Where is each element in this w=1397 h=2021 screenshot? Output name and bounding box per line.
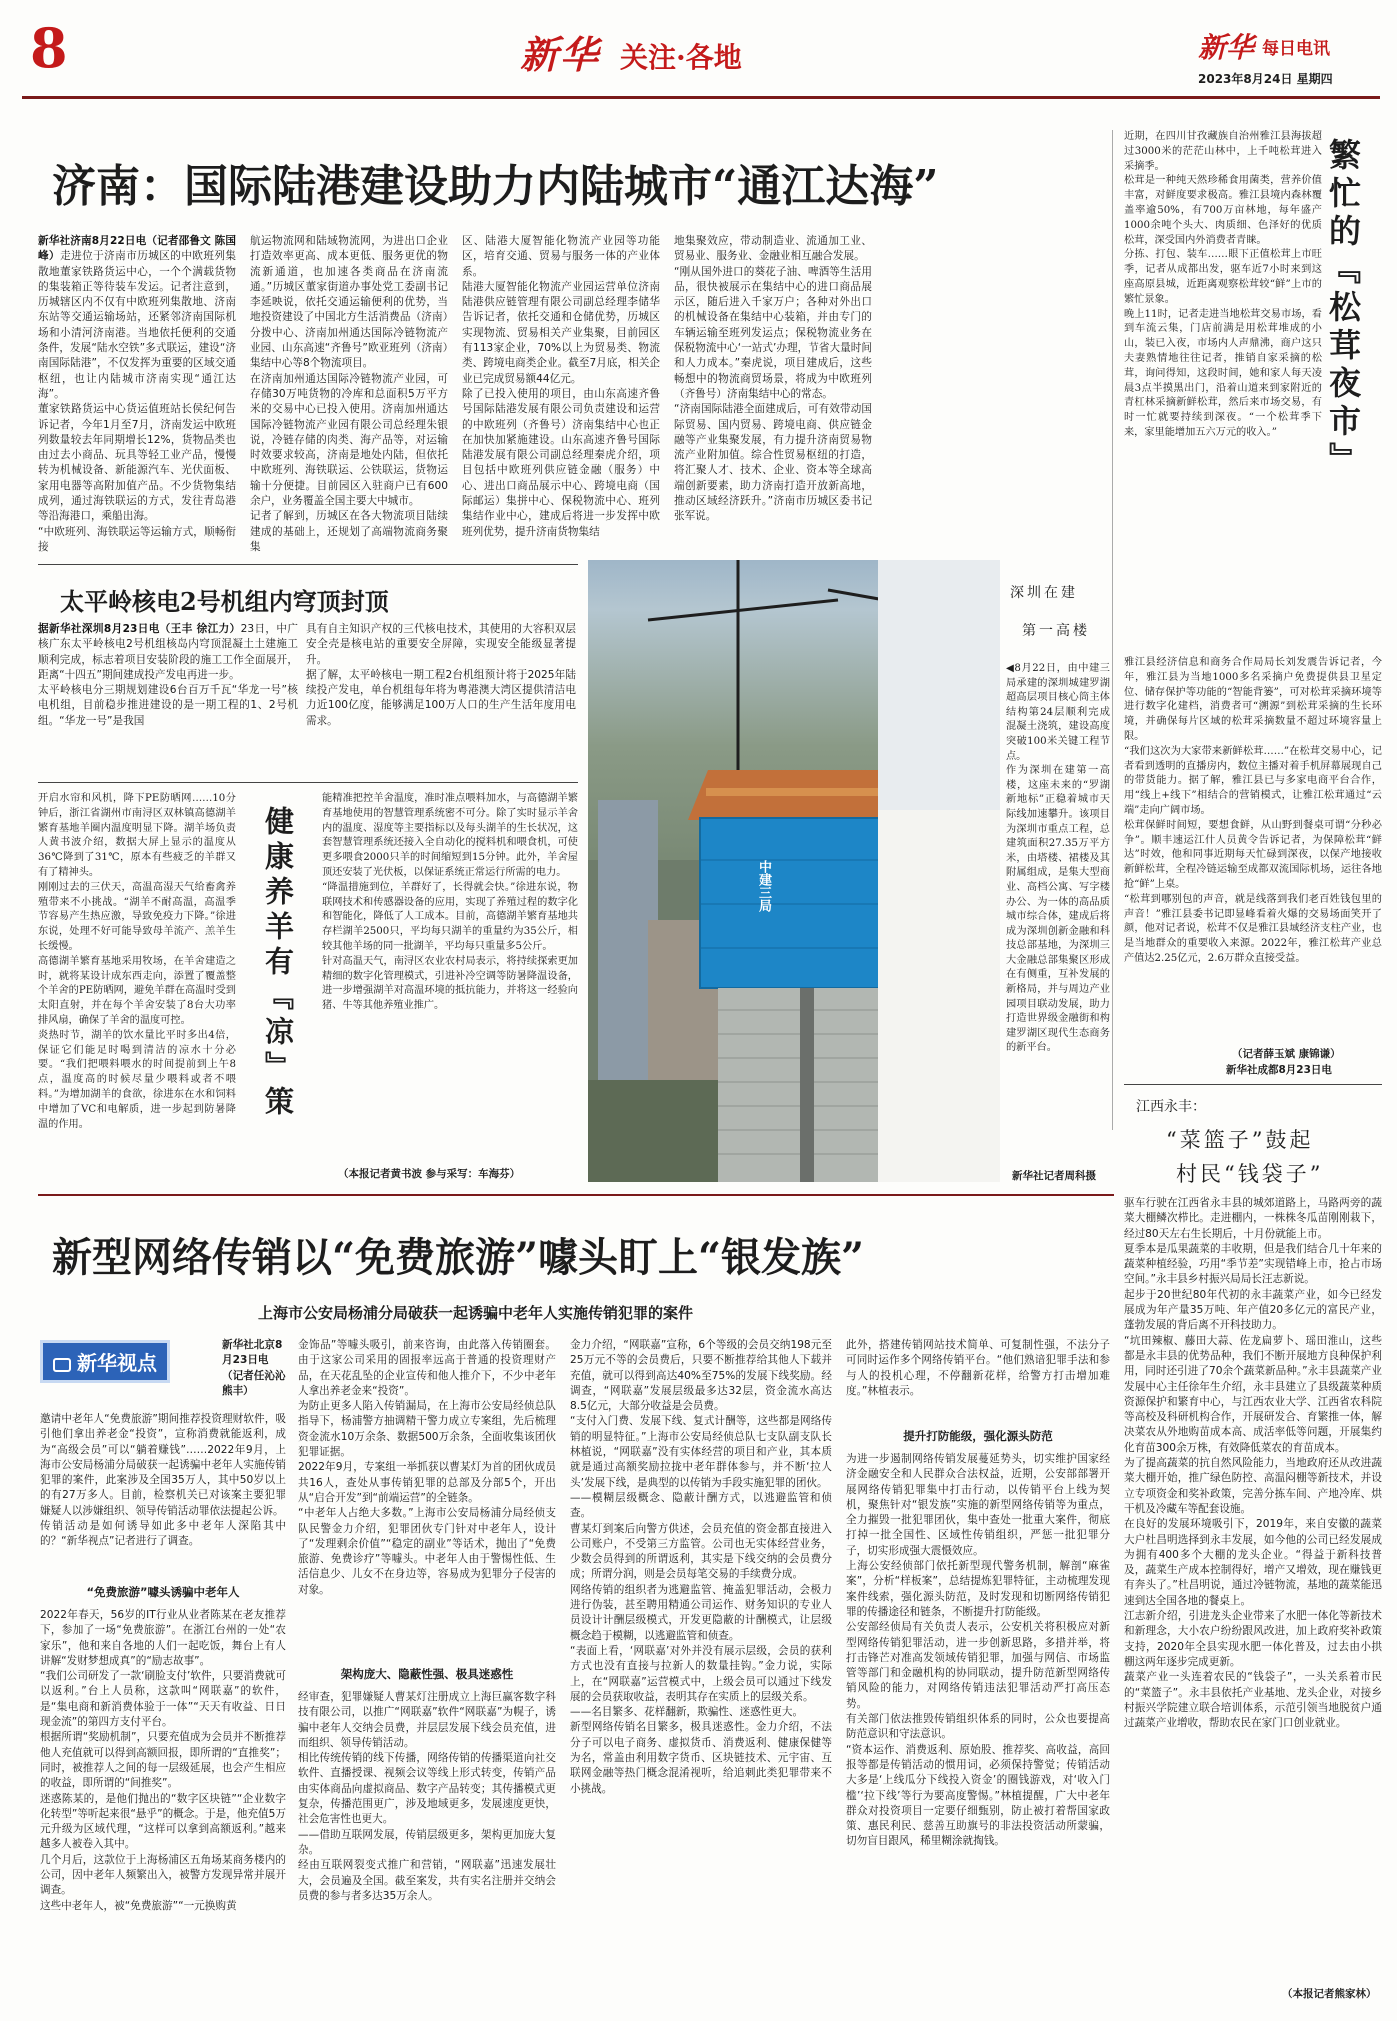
mushroom-byline: （记者薛玉斌 康锦谦） [1232, 1048, 1341, 1060]
veg-byline: （本报记者熊家林） [1282, 1988, 1377, 2000]
header-rule [22, 96, 1380, 99]
mushroom-dateline: 新华社成都8月23日电 [1226, 1064, 1332, 1076]
fraud-col4-subhead: 提升打防能级，强化源头防范 [903, 1429, 1053, 1443]
building-photo [588, 560, 1000, 1182]
jinan-col4: 地集聚效应，带动制造业、流通加工业、贸易业、服务业、金融业相互融合发展。 “刚从国外进口的葵花子油、啤酒等生活用品，很快被展示在集结中心的进口商品展示区，随后进入千家万户；各种对外出口的机械设备在集结中心装箱，并由专门的车辆运输至班列发运点；保税物流业务在保税物流中心‘一站式’办理，节省大量时间和人力成本。”秦虎说，项目建成后，这些畅想中的物流商贸场景，将成为中欧班列（齐鲁号）济南集结中心的常态。 “济南国际陆港全面建成后，可有效带动国际贸易、国内贸易、跨境电商、供应链金融等产业集聚发展，有力提升济南贸易物流产业附加值。综合性贸易枢纽的打造，将汇聚人才、技术、企业、资本等全球高端创新要素，助力济南打造开放新高地，推动区域经济跃升。”济南市历城区委书记张军说。 [674, 235, 872, 523]
mushroom-vertical-title: 繁忙的『松茸夜市』 [1324, 138, 1362, 480]
headline-nuclear: 太平岭核电2号机组内穹顶封顶 [60, 587, 389, 616]
fraud-col4: 此外，搭建传销网站技术简单、可复制性强，不法分子可同时运作多个网络传销平台。“他们熟谙犯罪手法和参与人的投机心理，不停翻新花样，给警方打击增加难度。”林植表示。 [846, 1339, 1110, 1397]
fraud-col1: 邀请中老年人“免费旅游”期间推荐投资理财软件，吸引他们拿出养老金“投资”，宣称消费就能返利，成为“高级会员”可以“躺着赚钱”……2022年9月，上海市公安局杨浦分局破获一起诱骗中老年人实施传销犯罪的案件，此案涉及全国35万人，其中50岁以上的有27万多人。目前，检察机关已对该案主要犯罪嫌疑人以涉嫌组织、领导传销活动罪依法提起公诉。 传销活动是如何诱导如此多中老年人深陷其中的？“新华视点”记者进行了调查。 [40, 1413, 286, 1548]
jinan-col1-text: 走进位于济南市历城区的中欧班列集散地董家铁路货运中心，一个个满载货物的集装箱正等待装车发运。记者注意到，历城辖区内不仅有中欧班列集散地、济南东站等交通运输场站，还紧邻济南国际机场和小清河济南港。当地依托便利的交通条件，发展“陆水空铁”多式联运，建设“济南国际陆港”，不仅发挥为重要的区域交通枢纽，也让内陆城市济南实现“通江达海”。 董家铁路货运中心货运值班站长侯纪何告诉记者，今年1月至7月，济南发运中欧班列数量较去年同期增长12%，货物品类也由过去小商品、玩具等轻工业产品，慢慢转为机械设备、新能源汽车、光伏面板、家用电器等高附加值产品。不少货物集结成列，通过海铁联运的方式，发往青岛港等沿海港口，乘船出海。 “中欧班列、海铁联运等运输方式，顺畅衔接 [38, 250, 236, 553]
building-sign: 中建三局 [756, 860, 771, 912]
jinan-col2: 航运物流网和陆域物流网，为进出口企业打造效率更高、成本更低、服务更优的物流新通道，也加速各类商品在济南流通。”历城区董家街道办事处党工委副书记李延映说，依托交通运输便利的优势，当地投资建设了中国北方生活消费品（济南）分拨中心、济南加州通达国际冷链物流产业园、山东高速“齐鲁号”欧亚班列（济南）集结中心等8个物流项目。 在济南加州通达国际冷链物流产业园，可存储30万吨货物的冷库和总面积5万平方米的交易中心已投入使用。济南加州通达国际冷链物流产业园有限公司总经理朱银说，冷链存储的肉类、海产品等，对运输时效要求较高，济南是地处内陆，但依托中欧班列、海铁联运、公铁联运，货物运输十分便捷。目前园区入驻商户已有600余户，业务覆盖全国主要大中城市。 记者了解到，历城区在各大物流项目陆续建成的基础上，还规划了高端物流商务聚集 [250, 235, 448, 553]
xinhua-viewpoint-tag [40, 1340, 170, 1383]
fraud-col2b: 经审查，犯罪嫌疑人曹某灯注册成立上海巨赢客数字科技有限公司，以推广“网联嘉”软件“网联嘉”为幌子，诱骗中老年人交纳会员费，并层层发展下线会员充值，进而组织、领导传销活动。 相比传统传销的线下传播，网络传销的传播渠道向社交软件、直播授课、视频会议等线上形式转变，传销产品由实体商品向虚拟商品、数字产品转变；其传播模式更复杂，传播范围更广，涉及地域更多，发展速度更快，社会危害性也更大。 ——借助互联网发展，传销层级更多，架构更加庞大复杂。 经由互联网裂变式推广和营销，“网联嘉”迅速发展壮大，会员遍及全国。截至案发，共有实名注册并交纳会员费的参与者多达35万余人。 [298, 1691, 556, 1902]
camera-icon [53, 1358, 71, 1372]
headline-fraud: 新型网络传销以“免费旅游”噱头盯上“银发族” [52, 1234, 865, 1281]
sheep-byline: （本报记者黄书波 参与采写：车海芬） [338, 1168, 521, 1180]
fraud-col3: 金力介绍，“网联嘉”宣称，6个等级的会员交纳198元至25万元不等的会员费后，只要不断推荐给其他人下载并充值，就可以得到高达40%至75%的发展下线奖励。经调查，“网联嘉”发展层级最多达32层，资金流水高达8.5亿元，大部分收益是会员费。 “支付入门费、发展下线、复式计酬等，这些都是网络传销的明显特征。”上海市公安局经侦总队七支队副支队长林植说，“网联嘉”没有实体经营的项目和产业，其本质就是通过高额奖励拉拢中老年群体参与，并不断‘拉人头’发展下线，是典型的以传销为手段实施犯罪的团伙。 ——模糊层级概念、隐蔽计酬方式，以逃避监管和侦查。 曹某灯到案后向警方供述，会员充值的资金都直接进入公司账户，不受第三方监管。公司也无实体经营业务，少数会员得到的所谓返利，其实是下线交纳的会员费分成；所谓分润，则是会员每笔交易的手续费分成。 网络传销的组织者为逃避监管、掩盖犯罪活动，会极力进行伪装，甚至聘用精通公司运作、财务知识的专业人员设计计酬层级模式，开发更隐蔽的计酬模式，让层级概念趋于模糊，以逃避监管和侦查。 “表面上看，‘网联嘉’对外并没有展示层级，会员的获利方式也没有直接与拉新人的数量挂钩。”金力说，实际上，在“网联嘉”运营模式中，上级会员可以通过下线发展的会员获取收益，表明其存在实质上的层级关系。 ——名目繁多、花样翻新，欺骗性、迷惑性更大。 新型网络传销名目繁多，极具迷惑性。金力介绍，不法分子可以电子商务、虚拟货币、消费返利、健康保健等为名，常盖由利用数字货币、区块链技术、元宇宙、互联网金融等热门概念混淆视听，给追刺此类犯罪带来不小挑战。 [570, 1339, 832, 1795]
fraud-col1-subhead: “免费旅游”噱头诱骗中老年人 [86, 1585, 240, 1599]
veg-kicker: 江西永丰： [1136, 1099, 1206, 1115]
jinan-dateline: 新华社济南8月22日电（记者邵鲁文 陈国峰） [38, 235, 236, 263]
section-title: 关注·各地 [620, 41, 742, 74]
mushroom-intro: 近期，在四川甘孜藏族自治州雅江县海拔超过3000米的茫茫山林中，上千吨松茸进入采摘季。 松茸是一种纯天然珍稀食用菌类，营养价值丰富，对鲜度要求极高。雅江县境内森林覆盖率逾50%，有700万亩林地，每年盛产1000余吨个头大、肉质细、色泽好的优质松茸，深受国内外消费者青睐。 分拣、打包、装车……眼下正值松茸上市旺季，记者从成都出发，驱车近7小时来到这座高原县城，近距离观察松茸较“鲜”上市的繁忙景象。 晚上11时，记者走进当地松茸交易市场，看到车流云集，门店前满是用松茸堆成的小山，装已入夜，市场内人声鼎沸，商户这只夫妻熟情地往往记者，推销自家采摘的松茸，询问得知，这段时间，她和家人每天凌晨3点半摸黑出门，沿着山道来到家附近的青杠林采摘新鲜松茸，然后来市场交易，有时一忙就要持续到深夜。“一个松茸季下来，家里能增加五六万元的收入。” [1124, 131, 1322, 438]
issue-date: 2023年8月24日 星期四 [1198, 72, 1333, 86]
nuclear-col1 [38, 622, 298, 774]
photo-title-line2: 第一高楼 [1022, 623, 1090, 639]
fraud-dateline: 新华社北京8月23日电（记者任沁沁 熊丰） [222, 1339, 286, 1397]
paper-logo: 新华 [1198, 31, 1255, 64]
fraud-subheadline: 上海市公安局杨浦分局破获一起诱骗中老年人实施传销犯罪的案件 [258, 1304, 694, 1322]
nuclear-col1-text: 23日，中广核广东太平岭核电2号机组核岛内穹顶混凝土土建施工顺利完成，标志着项目安装阶段的施工工作全面展开，距离“十四五”期间建成投产发电再进一步。 太平岭核电分三期规划建设6台百万千瓦“华龙一号”核电机组，目前稳步推进建设的是一期工程的1、2号机组。“华龙一号”是我国 [38, 623, 298, 727]
page-number: 8 [30, 16, 68, 80]
fraud-col1b: 2022年春天，56岁的IT行业从业者陈某在老友推荐下，参加了一场“免费旅游”。在浙江台州的一处“农家乐”，他和来自各地的人们一起吃饭，舞台上有人讲解“发财梦想成真”的“励志故事”。 “我们公司研发了一款‘刷脸支付’软件，只要消费就可以返利。”台上人员称，这款叫“网联嘉”的软件，是“集电商和新消费体验于一体”“天天有收益、日日现金流”的第四方支付平台。 根据所谓“奖励机制”，只要充值成为会员并不断推荐他人充值就可以得到高额回报，即所谓的“直推奖”；同时，被推荐人之间的每一层级延展，也会产生相应的收益，即所谓的“间推奖”。 迷惑陈某的，是他们抛出的“数字区块链”“企业数字化转型”等听起来很“悬乎”的概念。于是，他充值5万元升级为区域代理，“这样可以拿到高额返利。”越来越多人被卷入其中。 几个月后，这款位于上海杨浦区五角场某商务楼内的公司，因中老年人频繁出入，被警方发现异常并展开调查。 这些中老年人，被“免费旅游”“一元换购黄 [40, 1609, 286, 1912]
column-rule [1112, 130, 1113, 1130]
sheep-col2: 能精准把控羊舍温度，准时准点喂料加水，与高德湖羊繁育基地使用的智慧管理系统密不可分。除了实时显示羊舍内的温度、湿度等主要指标以及每头湖羊的生长状况，这套智慧管理系统还接入全自动化的搅料机和喂食机，可使更多喂食2000只羊的时间缩短到15分钟。此外，羊舍屋顶还安装了光伏板，以保证系统正常运行所需的电力。 “降温措施到位，羊群好了，长得就会快。”徐进东说，物联网技术和传感器设备的应用，实现了养殖过程的数字化和智能化，降低了人工成本。目前，高德湖羊繁育基地共存栏湖羊2500只，平均每只湖羊的重量约为35公斤，相较其他羊场的同一批湖羊，平均每只重量多5公斤。 针对高温天气，南浔区农业农村局表示，将持续探索更加精细的数字化管理模式，引进补冷空调等防暑降温设备，进一步增强湖羊对高温环境的抵抗能力，并将这一经验向猪、牛等其他养殖业推广。 [322, 793, 578, 1012]
fraud-col4b: 为进一步遏制网络传销发展蔓延势头，切实维护国家经济金融安全和人民群众合法权益，近期，公安部部署开展网络传销犯罪集中打击行动，以传销平台上线为契机，聚焦针对“银发族”实施的新型网络传销等为重点，全力摧毁一批犯罪团伙，集中查处一批重大案件，彻底打掉一批全国性、区域性传销组织，严惩一批犯罪分子，切实形成强大震慑效应。 上海公安经侦部门依托新型现代警务机制，解剖“麻雀案”，分析“样板案”，总结提炼犯罪特征，主动梳理发现案件线索，强化源头防范，及时发现和切断网络传销犯罪的传播途径和链条，不断提升打防能级。 公安部经侦局有关负责人表示，公安机关将积极应对新型网络传销犯罪活动，进一步创新思路，多措并举，将打击锋芒对准高发领域传销犯罪，加强与网信、市场监管等部门和金融机构的协同联动，提升防范新型网络传销风险的能力，对网络传销违法犯罪活动严打高压态势。 有关部门依法推毁传销组织体系的同时，公众也要提高防范意识和守法意识。 “资本运作、消费返利、原始股、推荐奖、高收益，高回报等都是传销活动的惯用词，必须保持警觉；传销活动大多是‘上线瓜分下线投入资金’的圈钱游戏，对‘收入门槛’‘拉下线’等行为要高度警惕。”林植提醒，广大中老年群众对投资项目一定要仔细甄别，防止被打着帮国家政策、惠民利民、慈善互助旗号的非法投资活动所蒙骗，切勿盲目跟风，稀里糊涂就掏钱。 [846, 1453, 1110, 1848]
section-rule [38, 1194, 1114, 1196]
veg-headline-line2: 村民“钱袋子” [1176, 1162, 1324, 1186]
sheep-col1: 开启水帘和风机，降下PE防晒网……10分钟后，浙江省湖州市南浔区双林镇高德湖羊繁育基地羊圈内温度明显下降。湖羊场负责人黄书波介绍，数据大屏上显示的温度从36℃降到了31℃，原本有些疲乏的羊群又有了精神头。 刚刚过去的三伏天，高温高湿天气给畜禽养殖带来不小挑战。“湖羊不耐高温，高温季节容易产生热应激，导致免疫力下降。”徐进东说，处理不好可能导致母羊流产、羔羊生长缓慢。 高德湖羊繁育基地采用牧场，在羊舍建造之时，就将某设计成东西走向，添置了覆盖整个羊舍的PE防晒网，避免羊群在高温时受到太阳直射，并在每个羊舍安装了8台大功率排风扇，确保了羊舍的温度可控。 炎热时节，湖羊的饮水量比平时多出4倍，保证它们能足时喝到清洁的凉水十分必要。“我们把喂料喂水的时间提前到上午8点，温度高的时候尽量少喂料或者不喂料。”为增加湖羊的食欲，徐进东在水和饲料中增加了VC和电解质，进一步起到防暑降温的作用。 [38, 793, 236, 1130]
headline-jinan: 济南：国际陆港建设助力内陆城市“通江达海” [52, 161, 939, 212]
photo-caption: ◀8月22日，由中建三局承建的深圳城建罗湖超高层项目核心筒主体结构第24层顺利完成混凝土浇筑，建设高度突破100米关键工程节点。 作为深圳在建第一高楼，这座未来的“罗湖新地标”正稳着城市天际线加速攀升。该项目为深圳市重点工程，总建筑面积27.35万平方米，由塔楼、裙楼及其附属组成，是集大型商业、高档公寓、写字楼办公、为一体的高品质城市综合体，建成后将成为深圳创新金融和科技总部基地，为深圳三大金融总部集聚区形成在有侧重，互补发展的新格局，并与周边产业园项目联动发展，助力打造世界级金融街和构建罗湖区现代生态商务的新平台。 [1006, 663, 1110, 1054]
divider [38, 782, 578, 783]
mushroom-col2: 雅江县经济信息和商务合作局局长刘发震告诉记者，今年，雅江县为当地1000多名采摘户免费提供县卫星定位、储存保护等功能的“智能背篓”，可对松茸采摘环境等进行数字化建档，消费者可“溯源”到松茸采摘的生长环境，并确保每片区域的松茸采摘数量不超过环境容量上限。 “我们这次为大家带来新鲜松茸……”在松茸交易中心，记者看到透明的直播房内，数位主播对着手机屏幕展现自己的带货能力。据了解，雅江县已与多家电商平台合作，用“线上+线下”相结合的营销模式，让雅江松茸通过“云端”走向广阔市场。 松茸保鲜时间短，要想食鲜，从山野到餐桌可谓“分秒必争”。顺丰速运江什人员黄令告诉记者，为保障松茸“鲜达”时效，他和同事近期每天忙碌到深夜，以保产地接收新鲜松茸，全程冷链运输至成都双流国际机场，运往各地抢“鲜”上桌。 “松茸到哪别包的声音，就是线落到我们老百姓钱包里的声音！”雅江县委书记即显峰看着火爆的交易场面笑开了颜，他对记者说，松茸不仅是雅江县域经济支柱产业，也是当地群众的重要收入来源。2022年，雅江松茸产业总产值达2.25亿元，2.6万群众直接受益。 [1124, 657, 1382, 964]
photo-title-line1: 深圳在建 [1010, 585, 1078, 601]
sheep-vertical-title: 健康养羊有『凉』策 [261, 806, 295, 1121]
nuclear-dateline: 据新华社深圳8月23日电（王丰 徐江力） [38, 623, 241, 635]
fraud-col2: 金饰品”等噱头吸引，前来咨询，由此落入传销圈套。由于这家公司采用的固报率远高于普通的投资理财产品，在天花乱坠的企业宣传和他人推介下，不少中老年人拿出养老金来“投资”。 为防止更多人陷入传销漏局，在上海市公安局经侦总队指导下，杨浦警方抽调精干警力成立专案组，先后梳理资金流水10万余条、数据500万余条，全面收集该团伙犯罪证据。 2022年9月，专案组一举抓获以曹某灯为首的团伙成员共16人，查处从事传销犯罪的总部及分部5个，开出从“启合开发”到“前端运营”的全链条。 “中老年人占绝大多数。”上海市公安局杨浦分局经侦支队民警金力介绍，犯罪团伙专门针对中老年人，设计了“发理剩余价值”“稳定的副业”等话术，抛出了“免费旅游、免费诊疗”等噱头。中老年人由于警惕性低、生活信息少、儿女不在身边等，容易成为犯罪分子侵害的对象。 [298, 1339, 556, 1596]
jinan-col3: 区、陆港大厦智能化物流产业园等功能区，培育交通、贸易与服务一体的产业体系。 陆港大厦智能化物流产业园运营单位济南陆港供应链管理有限公司副总经理李储华告诉记者，依托交通和仓储优势，历城区实现物流、贸易相关产业集聚，目前园区有113家企业，70%以上为贸易类、物流类、跨境电商类企业。截至7月底，相关企业已完成贸易额44亿元。 除了已投入使用的项目，由山东高速齐鲁号国际陆港发展有限公司负责建设和运营的中欧班列（齐鲁号）济南集结中心也正在加快加紧施建设。山东高速齐鲁号国际陆港发展有限公司副总经理秦虎介绍，项目包括中欧班列供应链金融（服务）中心、进出口商品展示中心、跨境电商（国际邮运）集拼中心、保税物流中心、班列集结作业中心，建成后将进一步发挥中欧班列优势，提升济南货物集结 [462, 235, 660, 538]
divider [1124, 1084, 1382, 1085]
fraud-col2-subhead: 架构庞大、隐蔽性强、极具迷惑性 [340, 1667, 514, 1681]
paper-name: 每日电讯 [1262, 39, 1330, 59]
veg-body: 驱车行驶在江西省永丰县的城郊道路上，马路两旁的蔬菜大棚鳞次栉比。走进棚内，一株株冬瓜苗刚刚栽下，经过80天左右生长期后，十月份就能上市。 夏季本是瓜果蔬菜的丰收期，但是我们结合几十年来的蔬菜种植经验，巧用“季节差”实现错峰上市，抢占市场空间。”永丰县乡村振兴局局长汪志新说。 起步于20世纪80年代初的永丰蔬菜产业，如今已经发展成为年产量35万吨、年产值20多亿元的富民产业，蓬勃发展的背后离不开科技助力。 “坑田辣椒、藤田大蒜、佐龙扁萝卜、瑶田淮山，这些都是永丰县的优势品种，我们不断开展地方良种保护利用，同时还引进了70余个蔬菜新品种。”永丰县蔬菜产业发展中心主任徐年生介绍，永丰县建立了县级蔬菜种质资源保护和繁育中心，与江西农业大学、江西省农科院等高校及科研机构合作，开展研发合、育繁推一体，解决菜农从外地购苗成本高、成活率低等问题，开展集约化育苗300余万株，有效降低菜农的育苗成本。 为了提高蔬菜的抗自然风险能力，当地政府还从改进蔬菜大棚开始，推广绿色防控、高温闷棚等新技术，并设立专项资金和奖补政策，完善分拣车间、产地冷库、烘干机及冷藏车等配套设施。 在良好的发展环境吸引下，2019年，来自安徽的蔬菜大户杜昌明选择到永丰发展，如今他的公司已经发展成为拥有400多个大棚的龙头企业。“得益于新科技普及，蔬菜生产成本控制得好，增产又增效，现在赚钱更有奔头了。”杜昌明说，通过冷链物流，基地的蔬菜能迅速到达全国各地的餐桌上。 江志新介绍，引进龙头企业带来了水肥一体化等新技术和新理念，大小农户纷纷跟风改进，加上政府奖补政策支持，2020年全县实现水肥一体化普及，过去由小拱棚这两年逐步完成更新。 蔬菜产业一头连着农民的“钱袋子”，一头关系着市民的“菜篮子”。永丰县依托产业基地、龙头企业，对接乡村振兴学院建立联合培训体系，示范引领当地脱贫户通过蔬菜产业增收，帮助农民在家门口创业就业。 [1124, 1197, 1382, 1730]
jinan-col1 [38, 234, 236, 556]
nuclear-col2: 具有自主知识产权的三代核电技术，其使用的大容积双层安全壳是核电站的重要安全屏障，实现安全能级显著提升。 据了解，太平岭核电一期工程2台机组预计将于2025年陆续投产发电，单台机组每年将为粤港澳大湾区提供清洁电力近100亿度，能够满足100万人口的生产生活年度用电需求。 [306, 623, 576, 727]
divider [38, 564, 578, 565]
masthead-logo: 新华 [520, 32, 601, 77]
tag-label: 新华视点 [77, 1351, 157, 1375]
building-photo-illustration [588, 560, 1000, 1182]
photo-credit: 新华社记者周科摄 [1012, 1170, 1096, 1182]
veg-headline-line1: “菜篮子”鼓起 [1166, 1128, 1314, 1152]
